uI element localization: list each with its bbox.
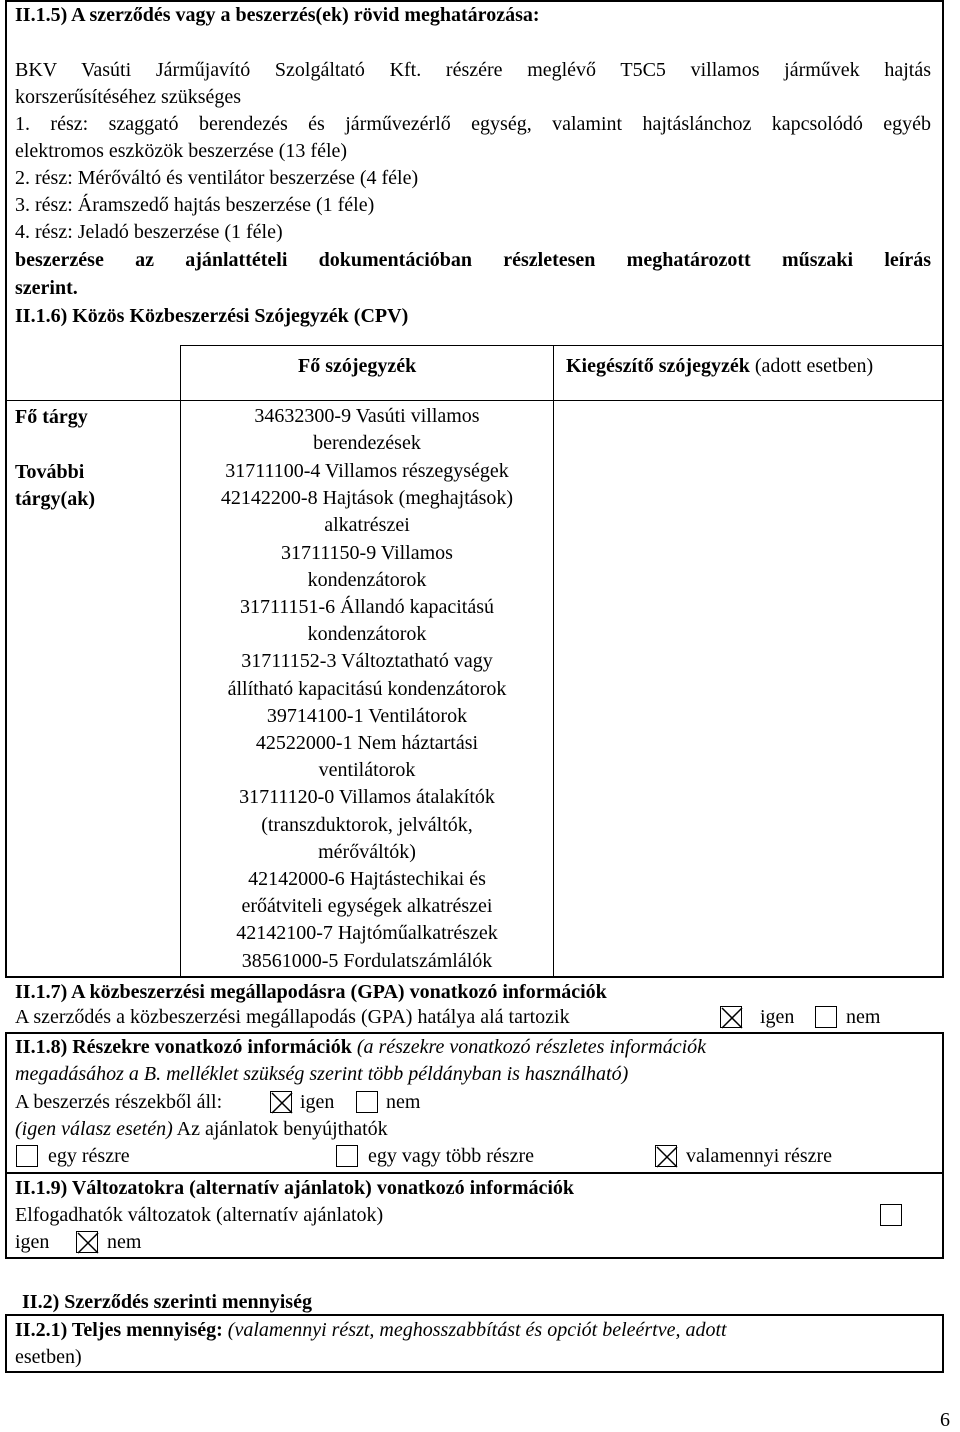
page-number: 6 [940,1409,950,1431]
section-ii15-line6: 3. rész: Áramszedő hajtás beszerzése (1 féle) [15,194,375,216]
section-ii16-heading: II.1.6) Közös Közbeszerzési Szójegyzék (CPV) [15,305,409,327]
submit-one-part-label: egy részre [48,1145,130,1167]
submit-line [15,1118,388,1141]
section-ii19-divider [5,1172,944,1174]
cpv-table-header-line [5,400,944,401]
cpv-main-code-line: 34632300-9 Vasúti villamos [254,405,480,427]
cpv-other-code-line: kondenzátorok [307,568,427,591]
parts-no-label: nem [386,1091,421,1113]
check-cross-icon [721,1007,743,1029]
section-ii15-heading: II.1.5) A szerződés vagy a beszerzés(ek) rövid meghatározása: [15,4,540,26]
cpv-header-extra-normal: (adott esetben) [749,355,874,377]
section-ii21-note1: (valamennyi részt, meghosszabbítást és opciót beleértve, adott [222,1319,727,1341]
parts-no-checkbox[interactable] [356,1091,378,1113]
section-ii21-note2: esetben) [15,1346,82,1368]
section-ii15-line2: korszerűsítéséhez szükséges [15,86,242,108]
cpv-header-extra [566,355,873,378]
cpv-header-extra-bold: Kiegészítő szójegyzék [566,355,750,377]
cpv-other-code-line: 31711150-9 Villamos [281,541,453,564]
variants-no-checkbox[interactable] [76,1231,98,1253]
section-ii19-heading: II.1.9) Változatokra (alternatív ajánlatok) vonatkozó információk [15,1177,575,1199]
cpv-table-top-line [180,345,943,346]
cpv-other-code-line: 42142200-8 Hajtások (meghajtások) [220,487,514,510]
section-ii18-note1: (a részekre vonatkozó részletes információk [356,1036,707,1058]
cpv-other-code-line: 42142000-6 Hajtástechikai és [248,868,486,890]
cpv-other-code-line: 42142100-7 Hajtóműalkatrészek [236,922,498,945]
section-ii21-heading: II.2.1) Teljes mennyiség: [15,1319,223,1341]
cpv-row-other-label-2: tárgy(ak) [15,488,95,510]
cpv-row-main-label: Fő tárgy [15,406,88,428]
section-ii18-heading-line [15,1036,706,1059]
section-ii15-line3: 1. rész: szaggató berendezés és járművezérlő egység, valamint hajtáslánchoz kapcsolódó egyéb [15,113,931,135]
parts-yes-label: igen [300,1091,335,1113]
section-divider-top [5,0,944,2]
variants-no-label: nem [107,1231,142,1253]
cpv-other-code-line: 39714100-1 Ventilátorok [266,704,468,727]
section-ii15-line9: szerint. [15,277,78,299]
submit-one-part-checkbox[interactable] [16,1145,38,1167]
section-ii21-line1 [15,1319,727,1342]
cpv-other-code-line: 38561000-5 Fordulatszámlálók [241,949,493,972]
submit-text: Az ajánlatok benyújthatók [172,1118,388,1140]
gpa-no-checkbox[interactable] [815,1006,837,1028]
cpv-row-other-label-1: További [15,461,85,483]
cpv-main-code-line: berendezések [313,432,421,455]
variants-yes-checkbox[interactable] [880,1204,902,1226]
variants-yes-label: igen [15,1231,50,1253]
submit-all-parts-checkbox[interactable] [655,1145,677,1167]
submit-more-parts-label: egy vagy több részre [368,1145,535,1167]
section-ii17-text: A szerződés a közbeszerzési megállapodás (GPA) hatálya alá tartozik [15,1006,570,1028]
section-ii15-line7: 4. rész: Jeladó beszerzése (1 féle) [15,221,283,243]
gpa-no-label: nem [846,1006,881,1028]
cpv-other-code-line: 31711100-4 Villamos részegységek [225,460,509,482]
submit-all-parts-label: valamennyi részre [686,1145,833,1167]
cpv-table-col2-line [553,345,554,978]
section-ii19-text: Elfogadhatók változatok (alternatív ajánlatok) [15,1204,384,1226]
section-ii18-heading: II.1.8) Részekre vonatkozó információk [15,1036,352,1058]
check-cross-icon [656,1146,678,1168]
cpv-other-code-line: 31711151-6 Állandó kapacitású [239,596,494,618]
gpa-yes-checkbox[interactable] [720,1006,742,1028]
cpv-other-code-line: állítható kapacitású kondenzátorok [227,677,507,700]
section-ii2-heading: II.2) Szerződés szerinti mennyiség [22,1291,312,1313]
cpv-other-code-line: 42522000-1 Nem háztartási [255,732,479,754]
cpv-other-code-line: 31711120-0 Villamos átalakítók [239,786,495,809]
section-ii15-line5: 2. rész: Mérőváltó és ventilátor beszerzése (4 féle) [15,167,419,189]
section-ii15-line1: BKV Vasúti Járműjavító Szolgáltató Kft. részére meglévő T5C5 villamos járművek hajtás [15,59,931,81]
cpv-header-main: Fő szójegyzék [298,355,417,377]
cpv-other-code-line: (transzduktorok, jelváltók, [261,813,473,836]
submit-more-parts-checkbox[interactable] [336,1145,358,1167]
parts-text: A beszerzés részekből áll: [15,1091,223,1113]
cpv-other-code-line: ventilátorok [318,759,416,782]
gpa-yes-label: igen [760,1006,795,1028]
section-ii18-note2: megadásához a B. melléklet szükség szerint több példányban is használható) [15,1063,629,1085]
check-cross-icon [77,1232,99,1254]
cpv-other-code-line: erőátviteli egységek alkatrészei [241,895,493,918]
parts-yes-checkbox[interactable] [270,1091,292,1113]
cpv-other-code-line: 31711152-3 Változtatható vagy [241,650,493,673]
section-ii17-heading: II.1.7) A közbeszerzési megállapodásra (GPA) vonatkozó információk [15,981,607,1003]
cpv-other-code-line: kondenzátorok [307,623,427,646]
cpv-other-code-line: alkatrészei [324,514,410,537]
submit-italic: (igen válasz esetén) [15,1118,173,1140]
cpv-other-code-line: mérőváltók) [318,840,416,863]
section-ii15-line4: elektromos eszközök beszerzése (13 féle) [15,140,348,162]
check-cross-icon [271,1092,293,1114]
section-ii15-line8: beszerzése az ajánlattételi dokumentációban részletesen meghatározott műszaki leírás [15,249,931,271]
